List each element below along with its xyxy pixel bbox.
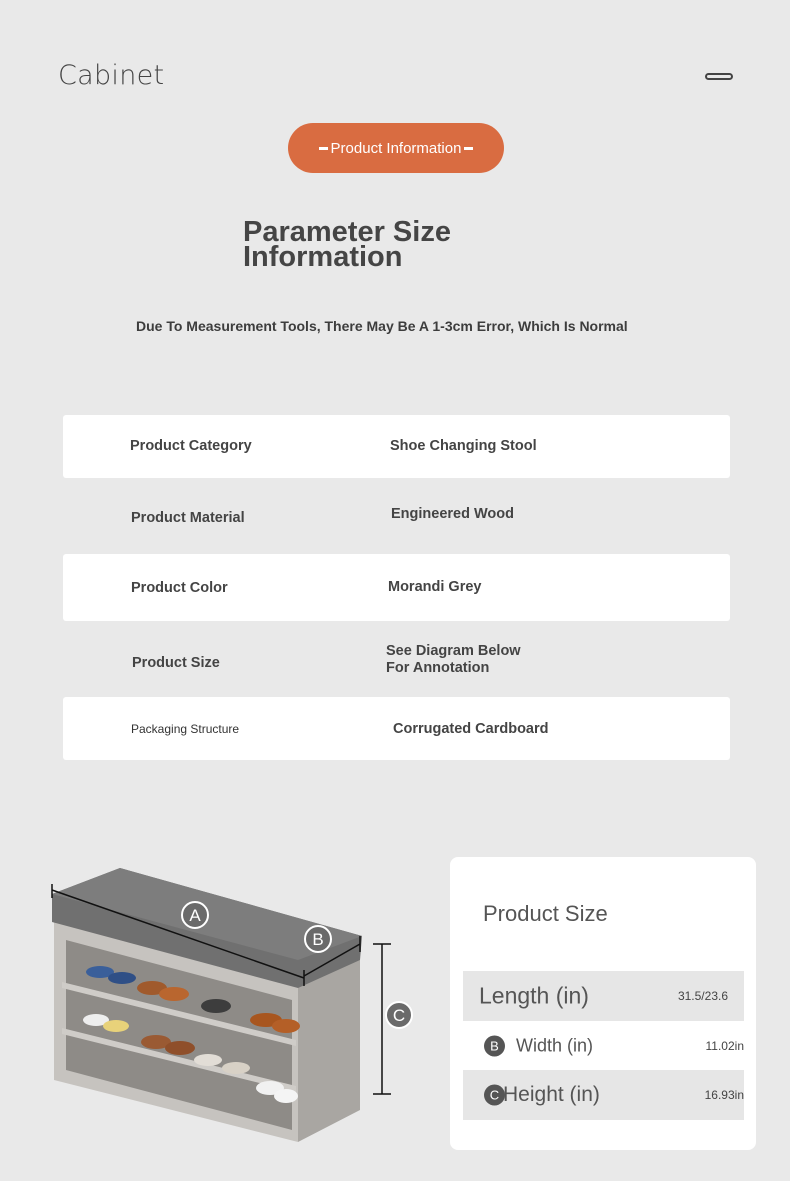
size-row-height — [463, 1070, 744, 1120]
product-size-card — [450, 857, 756, 1150]
marker-b — [305, 926, 331, 952]
spec-row-packaging — [63, 697, 730, 760]
marker-c — [386, 1002, 412, 1028]
size-label: Length (in) — [479, 982, 589, 1009]
size-label: Width (in) — [516, 1035, 594, 1056]
dash-right-icon — [464, 147, 473, 150]
measurement-note: Due To Measurement Tools, There May Be A 1-3cm Error, Which Is Normal — [136, 318, 628, 334]
badge-c-icon: C — [484, 1085, 505, 1106]
shoe-bench-diagram — [40, 860, 420, 1150]
spec-value: Corrugated Cardboard — [393, 721, 549, 737]
size-value: 11.02in — [705, 1039, 744, 1053]
product-information-banner — [288, 123, 504, 173]
spec-label: Product Color — [131, 580, 228, 596]
size-value: 16.93in — [704, 1088, 744, 1102]
page-title-line1: Parameter Size — [243, 216, 451, 248]
spec-value: Engineered Wood — [391, 506, 514, 522]
banner-label: Product Information — [330, 139, 462, 157]
size-row-length — [463, 971, 744, 1021]
svg-text:C: C — [392, 1006, 406, 1025]
size-row-width — [463, 1021, 744, 1071]
svg-text:B: B — [312, 930, 324, 949]
spec-label: Product Category — [130, 438, 252, 454]
spec-value: Shoe Changing Stool — [390, 438, 537, 454]
dash-left-icon — [319, 147, 328, 150]
marker-a — [182, 902, 208, 928]
spec-value-line2: For Annotation — [386, 660, 490, 676]
spec-label: Product Size — [132, 655, 220, 671]
page-title — [243, 216, 451, 273]
menu-icon[interactable] — [705, 73, 733, 80]
brand-title: Cabinet — [58, 60, 165, 91]
spec-value — [386, 643, 521, 677]
spec-value: Morandi Grey — [388, 579, 482, 595]
spec-row-category — [63, 415, 730, 478]
svg-text:A: A — [189, 906, 201, 925]
size-card-title: Product Size — [483, 901, 608, 926]
spec-row-color — [63, 554, 730, 621]
spec-value-line1: See Diagram Below — [386, 643, 521, 659]
size-value: 31.5/23.6 — [677, 989, 728, 1003]
page-title-line2: Information — [243, 241, 403, 273]
spec-label: Packaging Structure — [131, 722, 240, 736]
spec-row-material — [63, 490, 730, 546]
spec-row-size — [63, 632, 730, 692]
spec-label: Product Material — [131, 510, 245, 526]
size-label: Height (in) — [503, 1083, 600, 1106]
badge-b-icon: B — [484, 1036, 505, 1057]
